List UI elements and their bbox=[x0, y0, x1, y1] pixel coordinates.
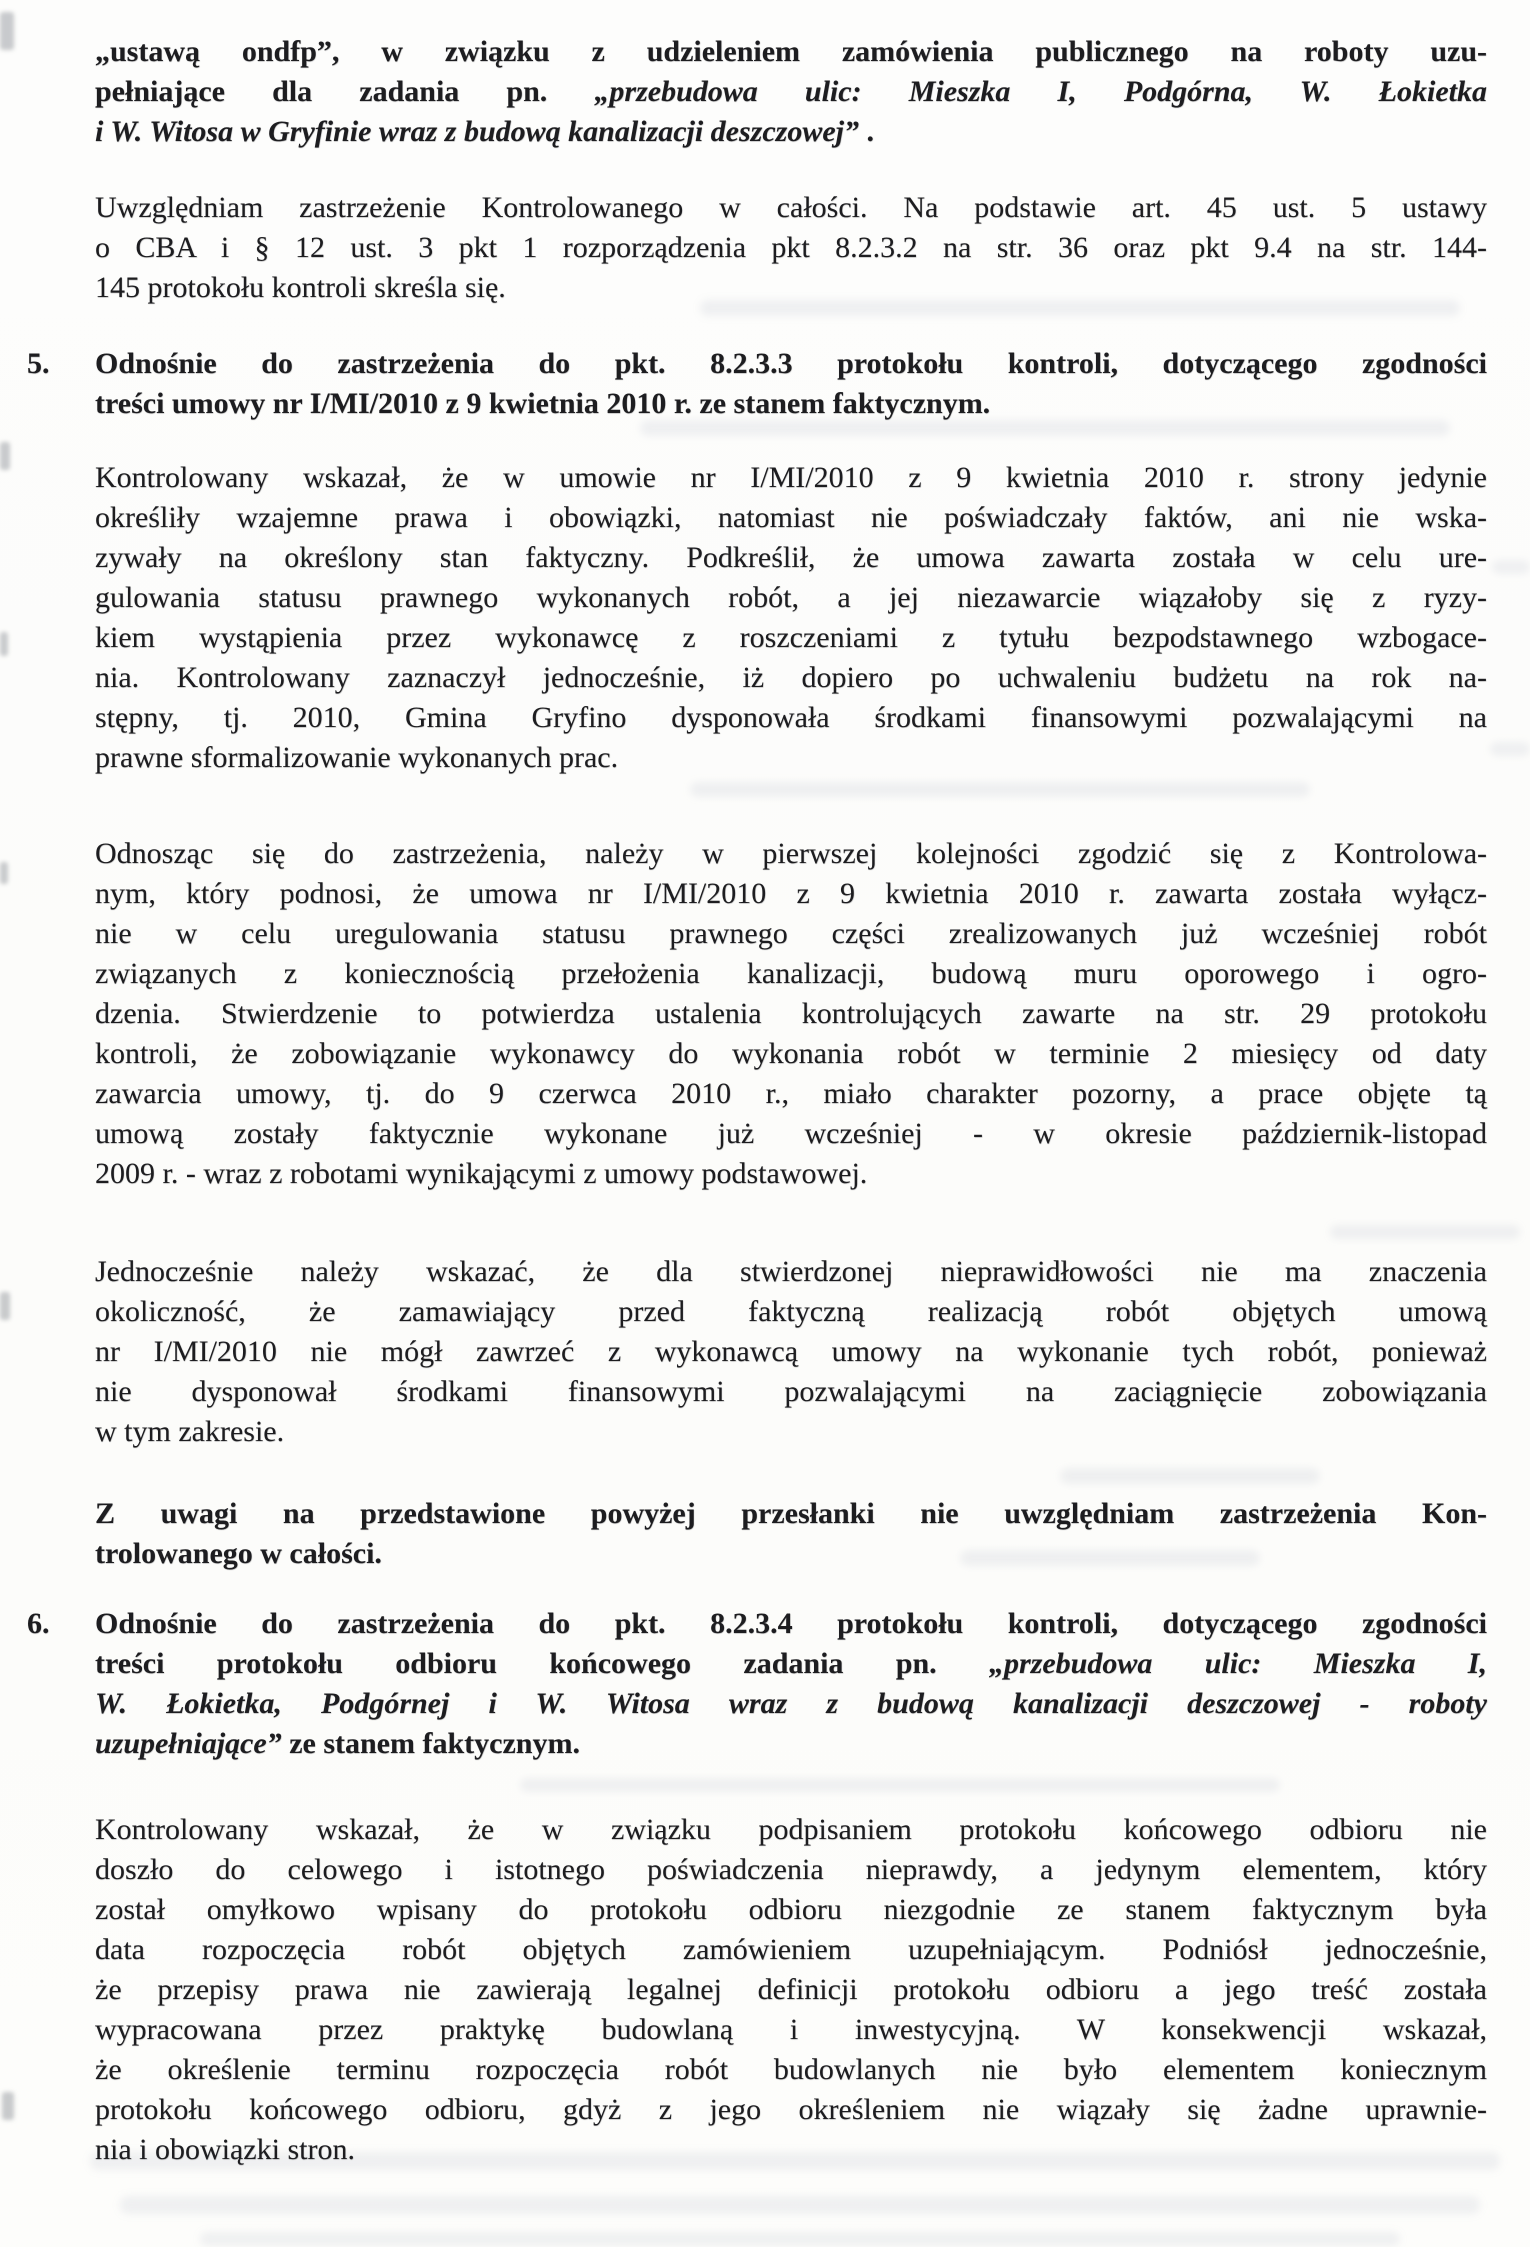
text-run: doszło do celowego i istotnego poświadczenia nieprawdy, a jedynym elementem, który bbox=[95, 1853, 1487, 1886]
text-line bbox=[95, 1644, 1487, 1684]
text-run: zywały na określony stan faktyczny. Podkreślił, że umowa zawarta została w celu ure- bbox=[95, 541, 1487, 574]
text-line bbox=[95, 1252, 1487, 1292]
text-run: 2009 r. - wraz z robotami wynikającymi z umowy podstawowej. bbox=[95, 1157, 868, 1190]
text-run: Odnosząc się do zastrzeżenia, należy w pierwszej kolejności zgodzić się z Kontrolowa- bbox=[95, 837, 1487, 870]
text-run: nym, który podnosi, że umowa nr I/MI/2010 z 9 kwietnia 2010 r. zawarta została wyłącz- bbox=[95, 877, 1487, 910]
text-line bbox=[95, 268, 1487, 308]
text-line bbox=[95, 698, 1487, 738]
text-run: Kontrolowany wskazał, że w związku podpisaniem protokołu końcowego odbioru nie bbox=[95, 1813, 1487, 1846]
bleed-through-artifact bbox=[200, 2232, 1400, 2246]
section-number: 5. bbox=[27, 347, 50, 380]
text-run: nr I/MI/2010 nie mógł zawrzeć z wykonawcą umowy na wykonanie tych robót, ponieważ bbox=[95, 1335, 1487, 1368]
document-content bbox=[27, 32, 1487, 2206]
text-run: ze stanem faktycznym. bbox=[281, 1727, 580, 1760]
text-line bbox=[95, 954, 1487, 994]
text-line bbox=[95, 1604, 1487, 1644]
text-line bbox=[95, 994, 1487, 1034]
text-run: Jednocześnie należy wskazać, że dla stwierdzonej nieprawidłowości nie ma znaczenia bbox=[95, 1255, 1487, 1288]
text-run: Z uwagi na przedstawione powyżej przesłanki nie uwzględniam zastrzeżenia Kon- bbox=[95, 1497, 1487, 1530]
text-run: pełniające dla zadania pn. bbox=[95, 75, 595, 108]
text-line bbox=[95, 1114, 1487, 1154]
scan-edge-mark bbox=[0, 632, 8, 656]
text-run: w tym zakresie. bbox=[95, 1415, 285, 1448]
section-number: 6. bbox=[27, 1607, 50, 1640]
text-line bbox=[95, 2010, 1487, 2050]
section-5-para-3 bbox=[95, 1252, 1487, 1452]
text-line bbox=[95, 72, 1487, 112]
text-run: nia i obowiązki stron. bbox=[95, 2133, 355, 2166]
scan-edge-mark bbox=[0, 12, 14, 50]
text-run: kiem wystąpienia przez wykonawcę z roszczeniami z tytułu bezpodstawnego wzbogace- bbox=[95, 621, 1487, 654]
text-line bbox=[95, 914, 1487, 954]
text-line bbox=[95, 32, 1487, 72]
text-line bbox=[95, 834, 1487, 874]
text-line bbox=[95, 498, 1487, 538]
text-run: został omyłkowo wpisany do protokołu odbioru niezgodnie ze stanem faktycznym była bbox=[95, 1893, 1487, 1926]
text-line bbox=[95, 1034, 1487, 1074]
text-run: dzenia. Stwierdzenie to potwierdza ustalenia kontrolujących zawarte na str. 29 protokołu bbox=[95, 997, 1487, 1030]
text-line bbox=[95, 1412, 1487, 1452]
text-run: prawne sformalizowanie wykonanych prac. bbox=[95, 741, 619, 774]
text-run: określiły wzajemne prawa i obowiązki, natomiast nie poświadczały faktów, ani nie wska- bbox=[95, 501, 1487, 534]
text-run: „przebudowa ulic: Mieszka I, bbox=[989, 1647, 1487, 1680]
text-line bbox=[95, 1292, 1487, 1332]
text-run: „ustawą ondfp”, w związku z udzieleniem zamówienia publicznego na roboty uzu- bbox=[95, 35, 1487, 68]
text-run: data rozpoczęcia robót objętych zamówieniem uzupełniającym. Podniósł jednocześnie, bbox=[95, 1933, 1487, 1966]
text-run: 145 protokołu kontroli skreśla się. bbox=[95, 271, 506, 304]
text-line bbox=[95, 384, 1487, 424]
text-run: uzupełniające” bbox=[95, 1727, 282, 1760]
scan-edge-mark bbox=[2, 2092, 14, 2120]
text-run: protokołu końcowego odbioru, gdyż z jego określeniem nie wiązały się żadne uprawnie- bbox=[95, 2093, 1487, 2126]
text-run: nia. Kontrolowany zaznaczył jednocześnie, iż dopiero po uchwaleniu budżetu na rok na- bbox=[95, 661, 1487, 694]
text-run: związanych z koniecznością przełożenia kanalizacji, budową muru oporowego i ogro- bbox=[95, 957, 1487, 990]
scan-edge-mark bbox=[0, 1292, 10, 1320]
section-6-heading bbox=[27, 1604, 1487, 1764]
text-line bbox=[95, 2130, 1487, 2170]
text-line bbox=[95, 2090, 1487, 2130]
text-line bbox=[95, 1154, 1487, 1194]
section-5-heading bbox=[27, 344, 1487, 424]
section-6-para-1 bbox=[95, 1810, 1487, 2170]
text-run: Odnośnie do zastrzeżenia do pkt. 8.2.3.4 protokołu kontroli, dotyczącego zgodności bbox=[95, 1607, 1487, 1640]
text-line bbox=[95, 1332, 1487, 1372]
section-5-para-2 bbox=[95, 834, 1487, 1194]
scan-edge-mark bbox=[0, 442, 10, 470]
text-run: . bbox=[859, 115, 874, 148]
text-line bbox=[95, 578, 1487, 618]
text-run: o CBA i § 12 ust. 3 pkt 1 rozporządzenia pkt 8.2.3.2 na str. 36 oraz pkt 9.4 na str. 144- bbox=[95, 231, 1487, 264]
text-line bbox=[95, 1890, 1487, 1930]
text-line bbox=[95, 2050, 1487, 2090]
acceptance-paragraph bbox=[95, 188, 1487, 308]
text-run: kontroli, że zobowiązanie wykonawcy do wykonania robót w terminie 2 miesięcy od daty bbox=[95, 1037, 1487, 1070]
text-run: okoliczność, że zamawiający przed faktyczną realizacją robót objętych umową bbox=[95, 1295, 1487, 1328]
bleed-through-artifact bbox=[1492, 560, 1530, 574]
text-run: Odnośnie do zastrzeżenia do pkt. 8.2.3.3 protokołu kontroli, dotyczącego zgodności bbox=[95, 347, 1487, 380]
text-line bbox=[95, 1372, 1487, 1412]
text-run: W. Łokietka, Podgórnej i W. Witosa wraz z budową kanalizacji deszczowej - roboty bbox=[95, 1687, 1487, 1720]
text-run: zawarcia umowy, tj. do 9 czerwca 2010 r., miało charakter pozorny, a prace objęte tą bbox=[95, 1077, 1487, 1110]
text-line bbox=[95, 618, 1487, 658]
text-line bbox=[95, 1534, 1487, 1574]
section-5-conclusion bbox=[95, 1494, 1487, 1574]
text-run: trolowanego w całości. bbox=[95, 1537, 382, 1570]
text-line bbox=[95, 344, 1487, 384]
text-line bbox=[95, 458, 1487, 498]
text-line bbox=[95, 738, 1487, 778]
text-run: umową zostały faktycznie wykonane już wcześniej - w okresie październik-listopad bbox=[95, 1117, 1487, 1150]
text-run: Kontrolowany wskazał, że w umowie nr I/MI/2010 z 9 kwietnia 2010 r. strony jedynie bbox=[95, 461, 1487, 494]
text-run: treści umowy nr I/MI/2010 z 9 kwietnia 2010 r. ze stanem faktycznym. bbox=[95, 387, 991, 420]
bleed-through-artifact bbox=[1490, 742, 1530, 756]
text-line bbox=[95, 188, 1487, 228]
text-line bbox=[95, 1930, 1487, 1970]
text-run: gulowania statusu prawnego wykonanych robót, a jej niezawarcie wiązałoby się z ryzy- bbox=[95, 581, 1487, 614]
text-run: i W. Witosa w Gryfinie wraz z budową kanalizacji deszczowej” bbox=[95, 115, 859, 148]
scan-edge-mark bbox=[0, 862, 8, 884]
text-line bbox=[95, 1850, 1487, 1890]
text-run: że określenie terminu rozpoczęcia robót budowlanych nie było elementem koniecznym bbox=[95, 2053, 1487, 2086]
text-line bbox=[95, 1684, 1487, 1724]
text-run: stępny, tj. 2010, Gmina Gryfino dysponowała środkami finansowymi pozwalającymi na bbox=[95, 701, 1487, 734]
text-line bbox=[95, 1494, 1487, 1534]
text-run: wypracowana przez praktykę budowlaną i inwestycyjną. W konsekwencji wskazał, bbox=[95, 2013, 1487, 2046]
text-run: „przebudowa ulic: Mieszka I, Podgórna, W. Łokietka bbox=[594, 75, 1487, 108]
text-line bbox=[95, 228, 1487, 268]
text-line bbox=[95, 538, 1487, 578]
section-5-para-1 bbox=[95, 458, 1487, 778]
text-line bbox=[95, 1074, 1487, 1114]
text-run: Uwzględniam zastrzeżenie Kontrolowanego w całości. Na podstawie art. 45 ust. 5 ustawy bbox=[95, 191, 1487, 224]
text-run: że przepisy prawa nie zawierają legalnej definicji protokołu odbioru a jego treść została bbox=[95, 1973, 1487, 2006]
intro-paragraph bbox=[95, 32, 1487, 152]
text-run: nie w celu uregulowania statusu prawnego części zrealizowanych już wcześniej robót bbox=[95, 917, 1487, 950]
text-line bbox=[95, 874, 1487, 914]
text-line bbox=[95, 658, 1487, 698]
text-line bbox=[95, 112, 1487, 152]
text-run: nie dysponował środkami finansowymi pozwalającymi na zaciągnięcie zobowiązania bbox=[95, 1375, 1487, 1408]
text-line bbox=[95, 1970, 1487, 2010]
text-run: treści protokołu odbioru końcowego zadania pn. bbox=[95, 1647, 990, 1680]
text-line bbox=[95, 1810, 1487, 1850]
text-line bbox=[95, 1724, 1487, 1764]
